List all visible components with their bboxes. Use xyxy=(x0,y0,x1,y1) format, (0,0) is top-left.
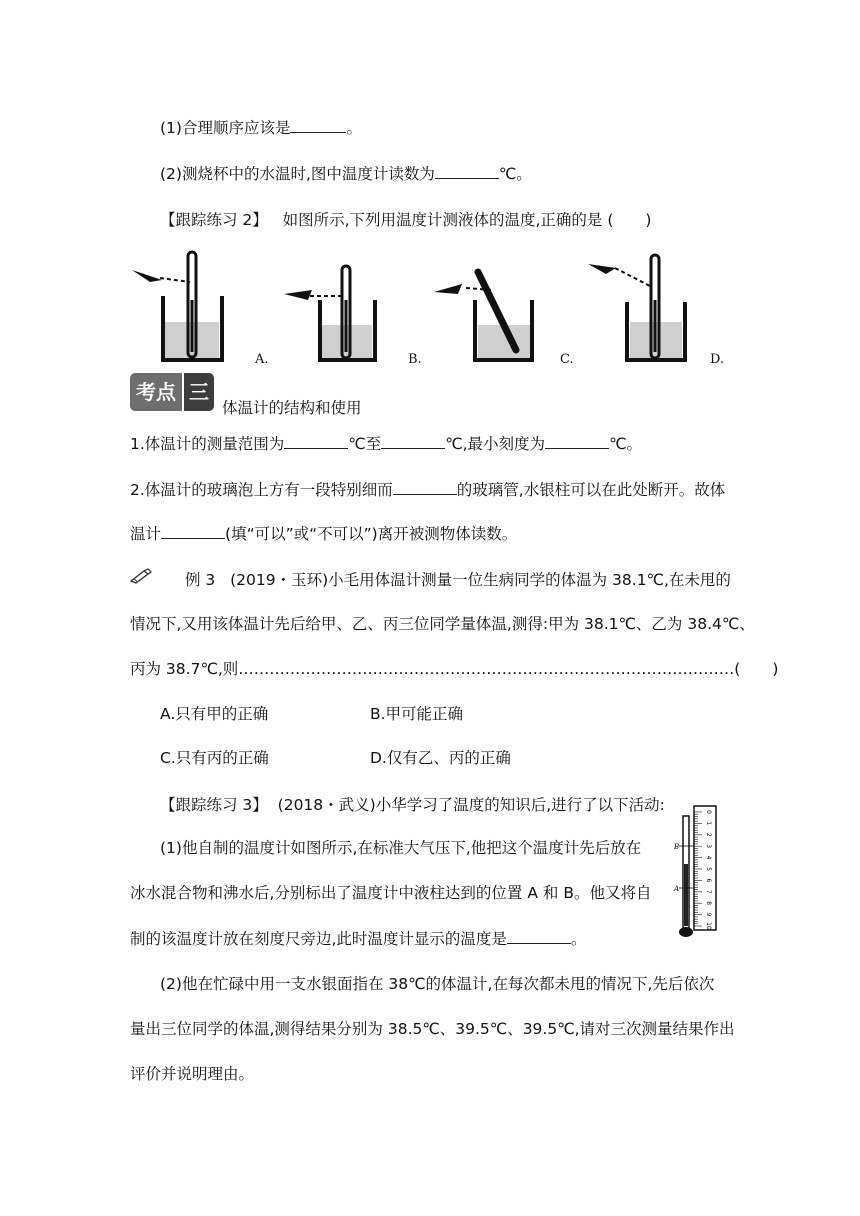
ex3-close: ) xyxy=(772,660,779,678)
p1-d: ℃。 xyxy=(609,435,642,453)
p2-blank-2[interactable] xyxy=(161,524,225,539)
p2-line-1 xyxy=(130,480,725,500)
p2-a: 2.体温计的玻璃泡上方有一段特别细而 xyxy=(130,481,393,499)
option-c-label: C. xyxy=(560,352,574,367)
q2-tail: ℃。 xyxy=(498,165,532,183)
track3-q1-tail: 。 xyxy=(570,930,587,948)
q2-text: (2)测烧杯中的水温时,图中温度计读数为 xyxy=(160,165,435,183)
track3-q1-blank[interactable] xyxy=(507,929,571,944)
ruler-mark-label: 3 xyxy=(705,844,712,849)
ruler-mark-label: 5 xyxy=(705,867,712,871)
choice-b[interactable]: B.甲可能正确 xyxy=(370,705,464,723)
p1-c: ℃,最小刻度为 xyxy=(445,435,546,453)
p1-blank-3[interactable] xyxy=(545,434,609,449)
ex3-line-3 xyxy=(130,659,778,679)
example-pencil-icon xyxy=(130,568,152,584)
p2-b: 的玻璃管,水银柱可以在此处断开。故体 xyxy=(456,481,726,499)
option-b-figure xyxy=(284,266,375,360)
option-d-label: D. xyxy=(710,352,725,367)
p2-d: (填“可以”或“不可以”)离开被测物体读数。 xyxy=(225,525,518,543)
p1-b: ℃至 xyxy=(348,435,382,453)
track2-text: 如图所示,下列用温度计测液体的温度,正确的是 ( xyxy=(282,211,614,229)
ruler-label-b: B xyxy=(674,843,680,851)
q1-text: (1)合理顺序应该是 xyxy=(160,119,291,137)
option-a-figure xyxy=(132,252,222,360)
choice-c[interactable]: C.只有丙的正确 xyxy=(160,749,269,767)
section-badge-kaodian: 考点 xyxy=(130,373,182,411)
track3-q1-text-3: 制的该温度计放在刻度尺旁边,此时温度计显示的温度是 xyxy=(130,930,507,948)
track3-line xyxy=(160,795,665,815)
track3-text: (2018・武义)小华学习了温度的知识后,进行了以下活动: xyxy=(277,796,665,814)
section-badge xyxy=(130,373,214,411)
p2-line-2 xyxy=(130,524,517,544)
choice-d[interactable]: D.仅有乙、丙的正确 xyxy=(370,749,511,767)
ruler-mark-label: 10 xyxy=(705,922,712,930)
track3-label: 【跟踪练习 3】 xyxy=(160,796,268,814)
ruler-mark-label: 2 xyxy=(705,832,712,837)
p2-blank-1[interactable] xyxy=(393,480,457,495)
p1-line xyxy=(130,434,642,454)
option-d-figure xyxy=(588,255,685,360)
ex3-text-3: 丙为 38.7℃,则……………………………………………………………………………………( xyxy=(130,660,741,678)
track3-q1-line-1: (1)他自制的温度计如图所示,在标准大气压下,他把这个温度计先后放在 xyxy=(160,839,642,857)
track2-label: 【跟踪练习 2】 xyxy=(160,211,268,229)
ruler-mark-label: 6 xyxy=(705,878,712,883)
ruler-label-a: A xyxy=(674,885,680,893)
p1-a: 1.体温计的测量范围为 xyxy=(130,435,285,453)
option-b-label: B. xyxy=(408,352,422,367)
ruler-mark-label: 0 xyxy=(705,810,712,814)
ruler-mark-label: 8 xyxy=(705,901,712,906)
ruler-thermometer-figure xyxy=(672,804,722,940)
ex3-line-1 xyxy=(185,570,731,590)
ruler-mark-label: 9 xyxy=(705,912,712,917)
ruler-mark-label: 1 xyxy=(705,821,712,826)
track3-q1-line-2: 冰水混合物和沸水后,分别标出了温度计中液柱达到的位置 A 和 B。他又将自 xyxy=(130,884,652,902)
track2-close: ) xyxy=(645,211,652,229)
p1-blank-2[interactable] xyxy=(381,434,445,449)
ex3-label: 例 3 xyxy=(185,571,216,589)
choice-a[interactable]: A.只有甲的正确 xyxy=(160,705,269,723)
track3-q1-line-3 xyxy=(130,929,586,949)
track3-q2-line-2: 量出三位同学的体温,测得结果分别为 38.5℃、39.5℃、39.5℃,请对三次测量结果作出 xyxy=(130,1020,735,1038)
p2-c: 温计 xyxy=(130,525,162,543)
section-title: 体温计的结构和使用 xyxy=(222,399,362,417)
q1-tail: 。 xyxy=(346,119,362,137)
ex3-line-2: 情况下,又用该体温计先后给甲、乙、丙三位同学量体温,测得:甲为 38.1℃、乙为 38.4℃、 xyxy=(130,615,755,633)
option-c-figure xyxy=(434,272,532,360)
option-a-label: A. xyxy=(255,352,269,367)
track3-q2-line-1: (2)他在忙碌中用一支水银面指在 38℃的体温计,在每次都未甩的情况下,先后依次 xyxy=(160,975,715,993)
ruler-mark-label: 4 xyxy=(705,855,712,860)
section-badge-number: 三 xyxy=(184,373,214,411)
ruler-mark-label: 7 xyxy=(705,889,712,894)
track3-q2-line-3: 评价并说明理由。 xyxy=(130,1065,255,1083)
ex3-text-1: (2019・玉环)小毛用体温计测量一位生病同学的体温为 38.1℃,在未甩的 xyxy=(230,571,731,589)
p1-blank-1[interactable] xyxy=(284,434,348,449)
